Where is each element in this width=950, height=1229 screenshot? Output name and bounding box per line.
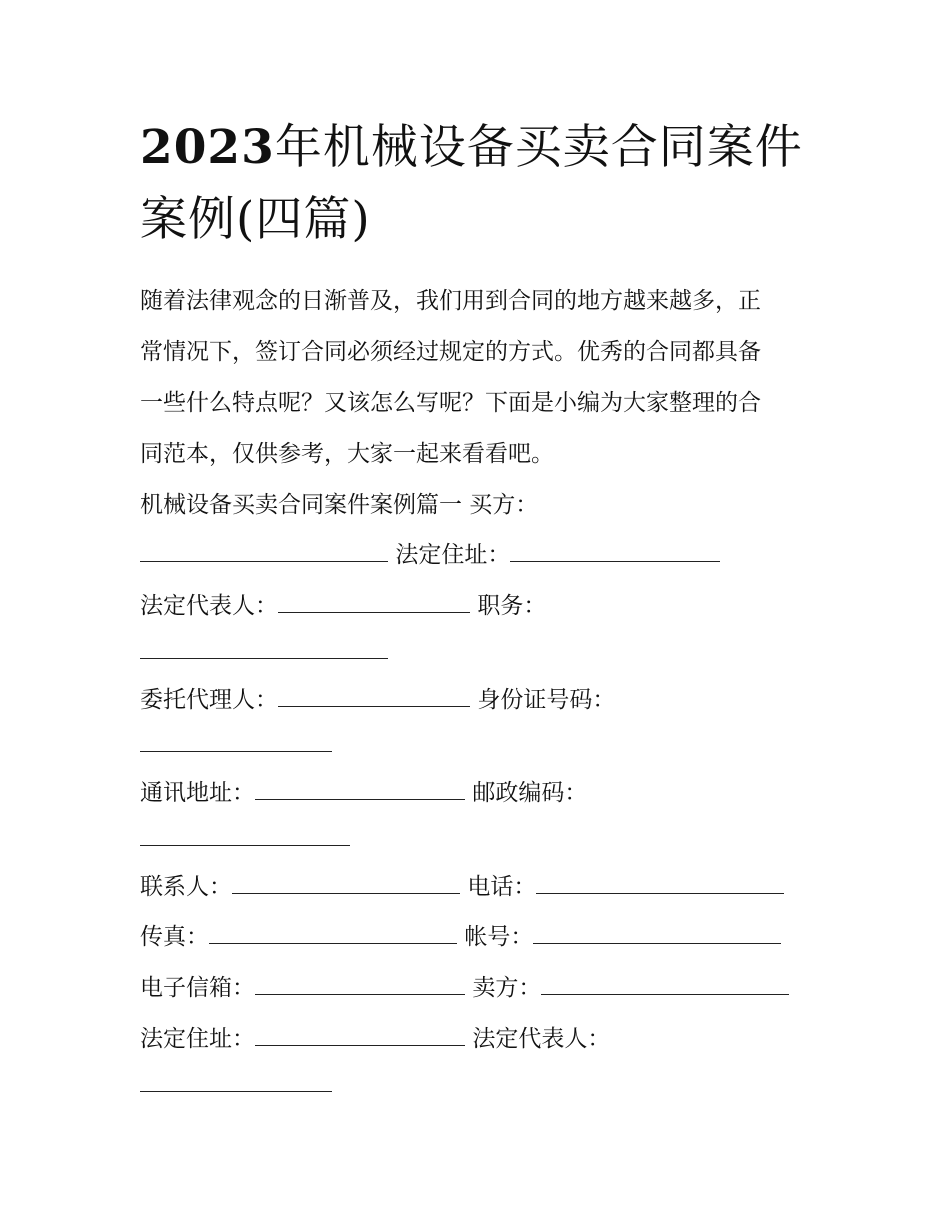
blank-line[interactable] xyxy=(536,875,784,894)
section-heading: 机械设备买卖合同案件案例篇一 买方： xyxy=(140,492,539,518)
field-row-postcode-blank xyxy=(140,824,350,854)
field-label-fax: 传真： xyxy=(140,924,209,950)
field-label-legal-rep-2: 法定代表人： xyxy=(472,1026,611,1052)
field-label-phone: 电话： xyxy=(467,874,537,900)
field-label-postcode: 邮政编码： xyxy=(472,780,588,806)
field-row-mailing xyxy=(140,778,587,808)
blank-line[interactable] xyxy=(140,733,332,752)
field-label-email: 电子信箱： xyxy=(140,975,255,1001)
field-label-legal-rep: 法定代表人： xyxy=(140,593,278,619)
blank-line[interactable] xyxy=(232,875,460,894)
field-row-legal-rep-2-blank xyxy=(140,1070,332,1100)
field-label-legal-address-2: 法定住址： xyxy=(140,1026,255,1052)
field-label-seller: 卖方： xyxy=(472,975,542,1001)
document-title xyxy=(140,112,820,256)
title-text: 年机械设备买卖合同案件案例(四篇) xyxy=(140,120,803,247)
blank-line[interactable] xyxy=(533,925,781,944)
field-label-legal-address: 法定住址： xyxy=(395,542,511,568)
blank-line[interactable] xyxy=(255,781,465,800)
intro-line-2: 常情况下，签订合同必须经过规定的方式。优秀的合同都具备 xyxy=(140,339,761,365)
field-label-contact: 联系人： xyxy=(140,874,232,900)
field-row-contact xyxy=(140,872,784,902)
field-row-fax xyxy=(140,922,781,952)
field-label-mailing-address: 通讯地址： xyxy=(140,780,255,806)
blank-line[interactable] xyxy=(209,925,457,944)
blank-line[interactable] xyxy=(140,827,350,846)
blank-line[interactable] xyxy=(510,543,720,562)
field-row-agent xyxy=(140,685,615,715)
field-label-account: 帐号： xyxy=(464,924,534,950)
field-label-agent: 委托代理人： xyxy=(140,687,278,713)
intro-line-4: 同范本，仅供参考，大家一起来看看吧。 xyxy=(140,441,554,467)
blank-line[interactable] xyxy=(140,640,388,659)
field-row-legal-rep xyxy=(140,591,546,621)
intro-line-1: 随着法律观念的日渐普及，我们用到合同的地方越来越多，正 xyxy=(140,288,761,314)
field-label-position: 职务： xyxy=(477,593,547,619)
blank-line[interactable] xyxy=(278,688,470,707)
field-label-id-number: 身份证号码： xyxy=(477,687,616,713)
field-row-id-blank xyxy=(140,730,332,760)
field-row-email xyxy=(140,973,789,1003)
field-row-buyer-address xyxy=(140,540,720,570)
title-year: 2023 xyxy=(140,120,275,175)
field-row-position-blank xyxy=(140,637,388,667)
blank-line[interactable] xyxy=(255,1027,465,1046)
intro-line-3: 一些什么特点呢？又该怎么写呢？下面是小编为大家整理的合 xyxy=(140,390,761,416)
field-row-seller-address xyxy=(140,1024,610,1054)
blank-line[interactable] xyxy=(278,594,470,613)
blank-line[interactable] xyxy=(541,976,789,995)
blank-line[interactable] xyxy=(140,543,388,562)
blank-line[interactable] xyxy=(255,976,465,995)
blank-line[interactable] xyxy=(140,1073,332,1092)
